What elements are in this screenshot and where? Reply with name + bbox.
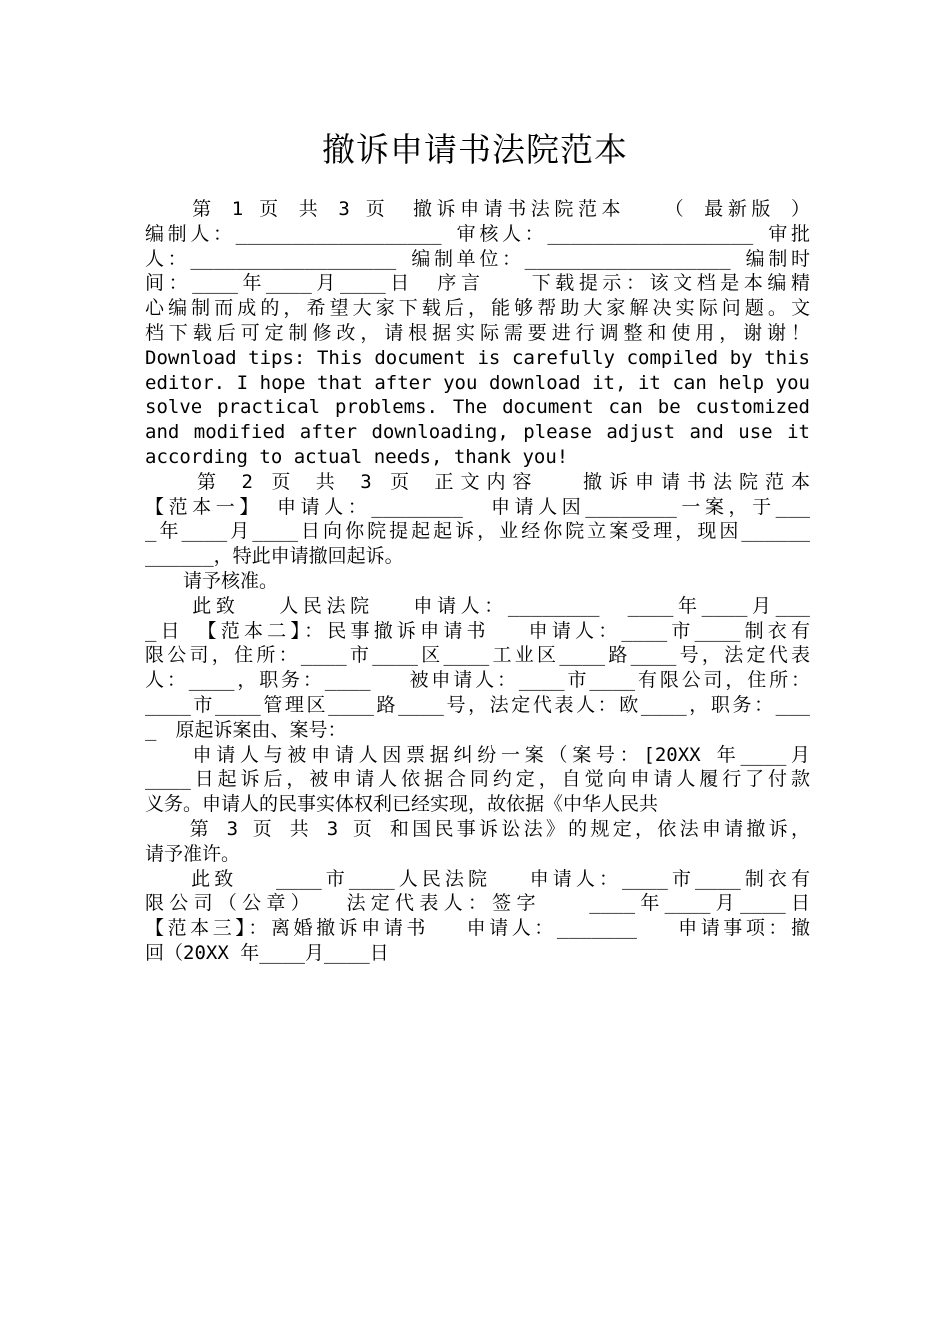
body-line: 人：____，职务：____ 被申请人：____市____有限公司，住所： — [145, 669, 810, 692]
body-line: 回（20XX 年____月____日 — [145, 941, 389, 964]
body-line: 限公司（公章） 法定代表人：签字 ____年____月____日 — [145, 892, 810, 915]
body-line: 此致 人民法院 申请人：________ ____年____月___ — [145, 594, 810, 617]
body-line: _年____月____日向你院提起起诉，业经你院立案受理，现因______ — [145, 520, 810, 543]
body-line: 义务。申请人的民事实体权利已经实现，故依据《中华人民共 — [145, 793, 659, 816]
body-line: 档下载后可定制修改，请根据实际需要进行调整和使用，谢谢！ — [145, 321, 810, 344]
body-line: editor. I hope that after you download it, it can help you — [145, 371, 810, 394]
body-line: ____日起诉后，被申请人依据合同约定，自觉向申请人履行了付款 — [145, 768, 810, 791]
body-line: 请予准许。 — [145, 842, 241, 865]
body-line: 第 1 页 共 3 页 撤诉申请书法院范本 （ 最新版 ） — [145, 198, 810, 220]
body-line: ______，特此申请撤回起诉。 — [145, 545, 404, 568]
body-line: 间：____年____月____日 序言 下载提示：该文档是本编精 — [145, 272, 810, 295]
body-line: _ 原起诉案由、案号： — [145, 718, 347, 741]
body-line: solve practical problems. The document can be customized — [145, 396, 810, 419]
body-line: according to actual needs, thank you! — [145, 445, 569, 468]
body-line: 此致 ____市____人民法院 申请人：____市____制衣有 — [145, 867, 810, 890]
body-line: 申请人与被申请人因票据纠纷一案（案号：[20XX 年____月 — [145, 743, 810, 766]
body-line: 心编制而成的，希望大家下载后，能够帮助大家解决实际问题。文 — [145, 297, 810, 320]
document-title: 撤诉申请书法院范本 — [322, 130, 628, 169]
body-line: 第 3 页 共 3 页 和国民事诉讼法》的规定，依法申请撤诉， — [145, 817, 810, 840]
body-line: 【范本一】 申请人：________ 申请人因________一案，于___ — [145, 495, 810, 518]
body-line: _日 【范本二】：民事撤诉申请书 申请人：____市____制衣有 — [145, 619, 810, 642]
body-line: 第 2 页 共 3 页 正文内容 撤诉申请书法院范本 — [145, 470, 810, 493]
body-line: 请予核准。 — [145, 569, 279, 592]
body-line: Download tips: This document is carefully compiled by this — [145, 346, 810, 369]
body-line: ____市____管理区____路____号，法定代表人：欧____，职务：___ — [145, 693, 810, 716]
document-body — [145, 197, 810, 966]
body-line: 限公司，住所：____市____区____工业区____路____号，法定代表 — [145, 644, 810, 667]
body-line: 人：__________________ 编制单位：__________________ 编制时 — [145, 247, 810, 270]
body-line: 编制人：__________________ 审核人：__________________ 审批 — [145, 222, 810, 245]
body-line: and modified after downloading, please adjust and use it — [145, 421, 810, 444]
body-line: 【范本三】：离婚撤诉申请书 申请人：_______ 申请事项：撤 — [145, 917, 810, 940]
